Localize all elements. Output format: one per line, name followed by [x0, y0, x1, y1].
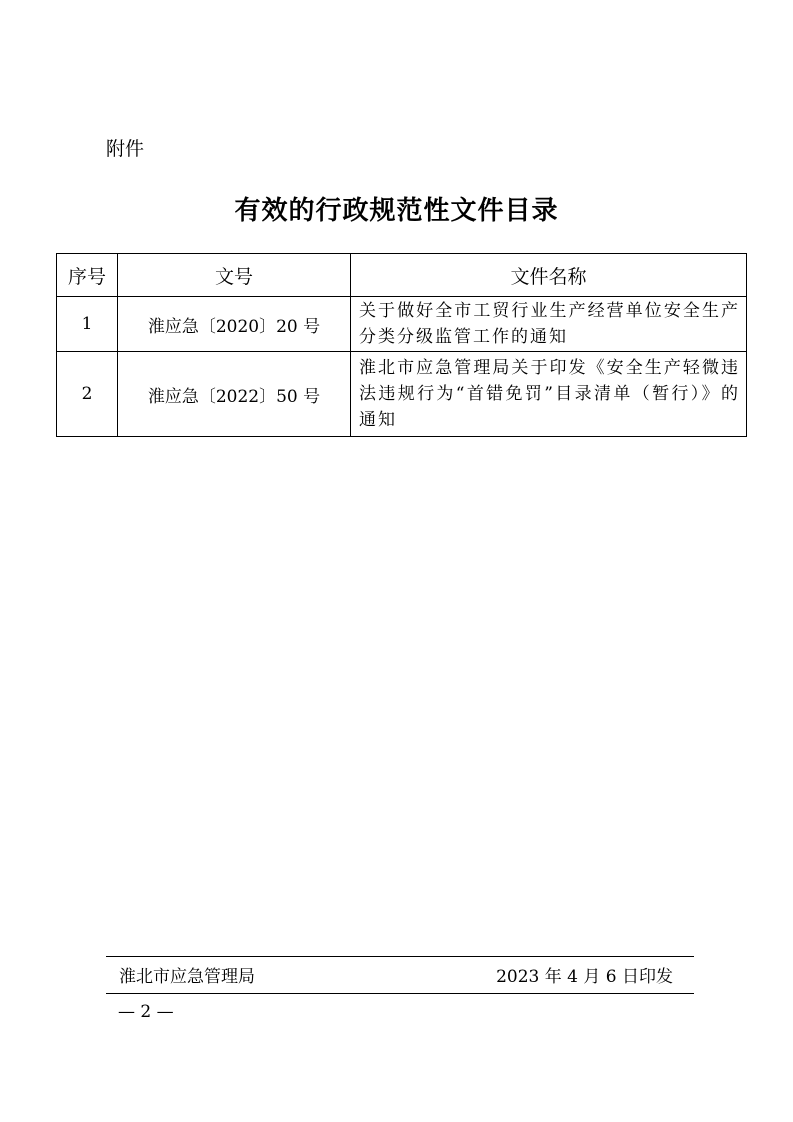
table-row: [57, 352, 747, 437]
documents-table: [56, 253, 747, 437]
column-header-number: 序号: [57, 254, 118, 297]
footer-top-rule: [106, 956, 694, 957]
table-header-row: [57, 254, 747, 297]
issue-date: 2023 年 4 月 6 日印发: [496, 967, 673, 987]
document-name: 关于做好全市工贸行业生产经营单位安全生产分类分级监管工作的通知: [351, 297, 747, 352]
document-name: 淮北市应急管理局关于印发《安全生产轻微违法违规行为“首错免罚”目录清单（暂行）》的通知: [351, 352, 747, 437]
document-code: 淮应急〔2022〕50 号: [118, 352, 351, 437]
row-number: 2: [57, 352, 118, 437]
footer-bottom-rule: [106, 993, 694, 994]
document-title: 有效的行政规范性文件目录: [234, 196, 559, 226]
column-header-code: 文号: [118, 254, 351, 297]
row-number: 1: [57, 297, 118, 352]
column-header-name: 文件名称: [351, 254, 747, 297]
attachment-label: 附件: [106, 138, 145, 160]
issuer-name: 淮北市应急管理局: [119, 967, 255, 987]
page-number: — 2 —: [118, 1002, 174, 1022]
table-row: [57, 297, 747, 352]
document-code: 淮应急〔2020〕20 号: [118, 297, 351, 352]
